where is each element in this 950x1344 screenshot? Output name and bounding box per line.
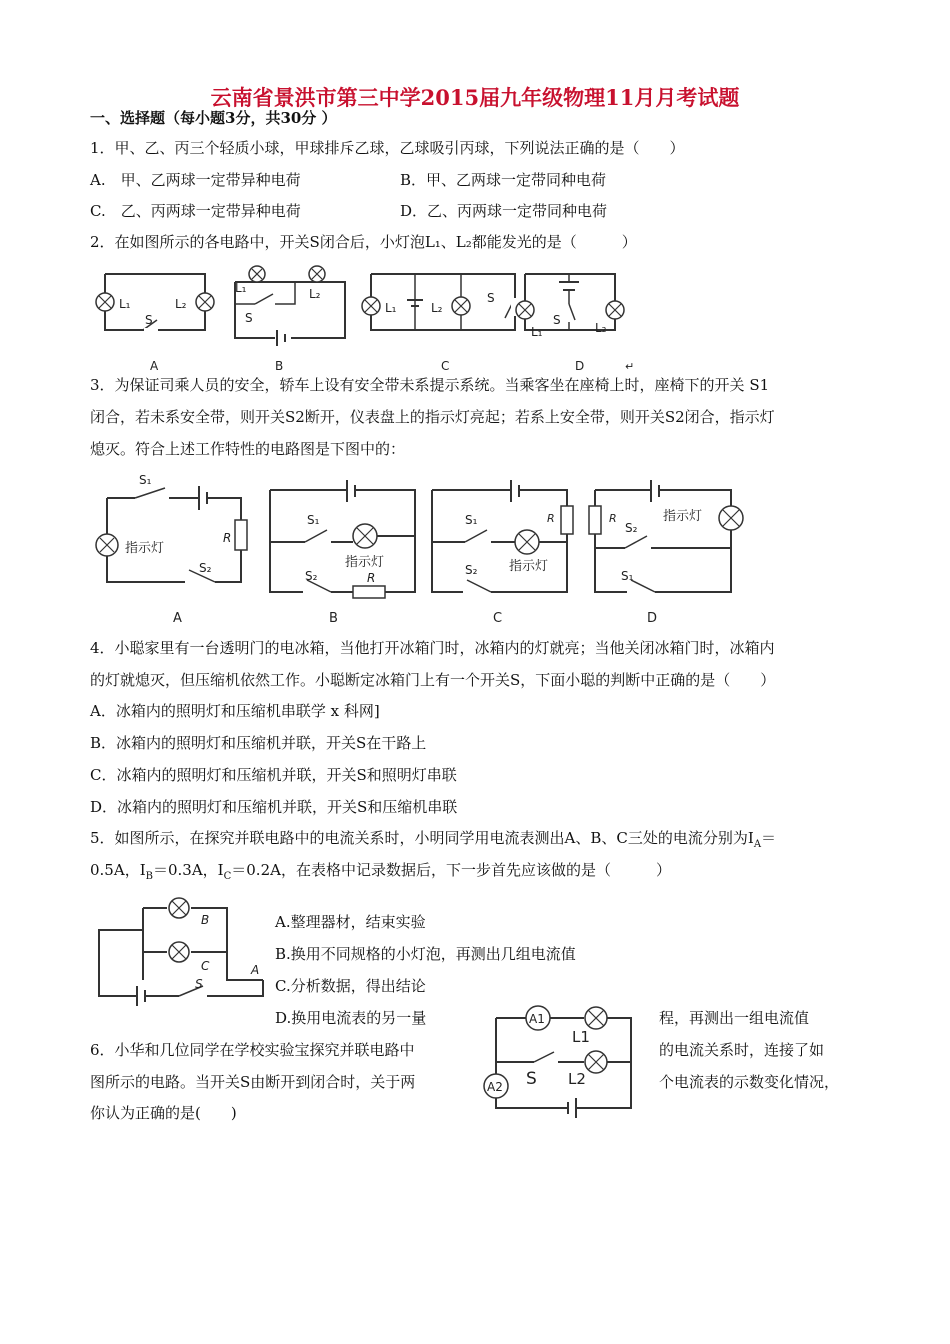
- svg-text:C: C: [201, 959, 210, 973]
- q6-circuit-figure: [486, 1004, 636, 1118]
- svg-text:A: A: [251, 963, 260, 977]
- svg-text:L₁: L₁: [531, 325, 543, 339]
- svg-text:S₁: S₁: [139, 473, 152, 487]
- q3-label-b: B: [329, 611, 338, 626]
- q2a-l1: L₁: [119, 297, 131, 311]
- q2-circuit-c: [362, 274, 519, 373]
- q3-label-a: A: [173, 611, 182, 626]
- q5-option-b: B.换用不同规格的小灯泡，再测出几组电流值: [275, 945, 576, 963]
- svg-text:S₁: S₁: [621, 569, 634, 583]
- svg-text:B: B: [201, 913, 210, 927]
- svg-text:L1: L1: [572, 1028, 590, 1046]
- q3-circuit-b: [270, 480, 415, 626]
- q2-stem: 2．在如图所示的各电路中，开关S闭合后，小灯泡L₁、L₂都能发光的是（ ）: [90, 233, 637, 251]
- svg-text:S₂: S₂: [305, 569, 318, 583]
- q5-line-2: 0.5A，$I_B=0.3A$，$I_C=0.2A$，在表格中记录数据后，下一步首先应该做的是（ ）: [90, 861, 671, 882]
- q2-circuit-d: [516, 274, 634, 373]
- svg-text:R: R: [547, 512, 555, 525]
- q4-option-b: B．冰箱内的照明灯和压缩机并联，开关S在干路上: [90, 734, 427, 752]
- q6-line-1-right: 的电流关系时，连接了如: [659, 1041, 825, 1059]
- svg-text:S: S: [487, 291, 495, 305]
- svg-text:S: S: [245, 311, 253, 325]
- q4-option-a: A．冰箱内的照明灯和压缩机串联学 x 科网]: [90, 702, 380, 720]
- q5-option-a: A.整理器材，结束实验: [275, 913, 426, 931]
- svg-text:R: R: [609, 512, 617, 525]
- q2-label-b: B: [275, 359, 284, 373]
- q1-option-d: D．乙、丙两球一定带同种电荷: [400, 202, 608, 220]
- q6-line-2-left: 图所示的电路。当开关S由断开到闭合时，关于两: [90, 1073, 416, 1091]
- q4-option-c: C．冰箱内的照明灯和压缩机并联，开关S和照明灯串联: [90, 766, 457, 784]
- svg-text:L₂: L₂: [309, 287, 321, 301]
- q6-line-2-right: 个电流表的示数变化情况，: [659, 1073, 840, 1091]
- svg-text:L₂: L₂: [431, 301, 443, 315]
- document-title: 云南省景洪市第三中学2015届九年级物理11月月考试题: [210, 85, 740, 110]
- q1-option-a: A. 甲、乙两球一定带异种电荷: [90, 171, 301, 189]
- svg-text:S: S: [195, 977, 203, 991]
- q3-circuit-d: [589, 480, 743, 626]
- svg-text:L₁: L₁: [385, 301, 397, 315]
- svg-text:S₂: S₂: [199, 561, 212, 575]
- svg-text:S₁: S₁: [465, 513, 478, 527]
- svg-text:L₂: L₂: [595, 321, 607, 335]
- svg-text:指示灯: 指示灯: [509, 559, 549, 574]
- q2-circuit-b: [235, 266, 345, 373]
- q2-label-c: C: [441, 359, 450, 373]
- q4-option-d: D．冰箱内的照明灯和压缩机并联，开关S和压缩机串联: [90, 798, 458, 816]
- q3-label-c: C: [493, 611, 503, 626]
- q4-line-1: 4．小聪家里有一台透明门的电冰箱，当他打开冰箱门时，冰箱内的灯就亮；当他关闭冰箱门时，冰箱内: [90, 639, 775, 657]
- q2a-s: S: [145, 313, 153, 327]
- svg-text:S₂: S₂: [465, 563, 478, 577]
- q3-line-2: 闭合，若未系安全带，则开关S2断开，仪表盘上的指示灯亮起；若系上安全带，则开关S2闭合，指示灯: [90, 408, 775, 426]
- svg-text:↵: ↵: [625, 360, 635, 373]
- svg-text:L₁: L₁: [235, 281, 247, 295]
- q3-circuit-a: [96, 473, 247, 626]
- svg-text:S₁: S₁: [307, 513, 320, 527]
- q5-option-d-left: D.换用电流表的另一量: [275, 1009, 427, 1027]
- svg-text:S: S: [526, 1069, 537, 1089]
- q2-label-d: D: [575, 359, 585, 373]
- svg-text:A1: A1: [529, 1012, 545, 1026]
- svg-text:R: R: [223, 531, 232, 545]
- q3-line-3: 熄灭。符合上述工作特性的电路图是下图中的：: [90, 440, 406, 458]
- svg-text:S₂: S₂: [625, 521, 638, 535]
- svg-text:指示灯: 指示灯: [125, 541, 165, 556]
- svg-text:L2: L2: [568, 1070, 586, 1088]
- q3-line-1: 3．为保证司乘人员的安全，轿车上设有安全带未系提示系统。当乘客坐在座椅上时，座椅下的开关 S1: [90, 376, 770, 394]
- q3-circuit-figures: [95, 470, 755, 630]
- q6-line-1-left: 6．小华和几位同学在学校实验宝探究并联电路中: [90, 1041, 415, 1059]
- q5-line-1: 5．如图所示，在探究并联电路中的电流关系时，小明同学用电流表测出A、B、C三处的电流分别为$I_A=$: [90, 829, 777, 850]
- q2-circuit-figures: [95, 262, 655, 374]
- svg-text:A2: A2: [487, 1080, 503, 1094]
- q6-line-3: 你认为正确的是( ): [90, 1104, 237, 1122]
- svg-text:指示灯: 指示灯: [345, 555, 385, 570]
- svg-text:R: R: [367, 571, 376, 585]
- q1-option-c: C. 乙、丙两球一定带异种电荷: [90, 202, 301, 220]
- q2-circuit-a: [96, 274, 214, 373]
- q3-label-d: D: [647, 611, 658, 626]
- q2-label-a: A: [150, 359, 159, 373]
- q5-circuit-figure: [95, 890, 275, 1002]
- q3-circuit-c: [432, 480, 573, 626]
- q1-stem: 1．甲、乙、丙三个轻质小球，甲球排斥乙球，乙球吸引丙球，下列说法正确的是（ ）: [90, 139, 685, 157]
- q2a-l2: L₂: [175, 297, 187, 311]
- q4-line-2: 的灯就熄灭，但压缩机依然工作。小聪断定冰箱门上有一个开关S，下面小聪的判断中正确的是（ ）: [90, 671, 776, 689]
- q5-option-d-right: 程，再测出一组电流值: [659, 1009, 810, 1027]
- q5-option-c: C.分析数据，得出结论: [275, 977, 426, 995]
- q1-option-b: B．甲、乙两球一定带同种电荷: [400, 171, 607, 189]
- section-heading: 一、选择题（每小题3分，共30分 ）: [90, 109, 337, 127]
- svg-text:指示灯: 指示灯: [663, 509, 703, 524]
- svg-text:S: S: [553, 313, 561, 327]
